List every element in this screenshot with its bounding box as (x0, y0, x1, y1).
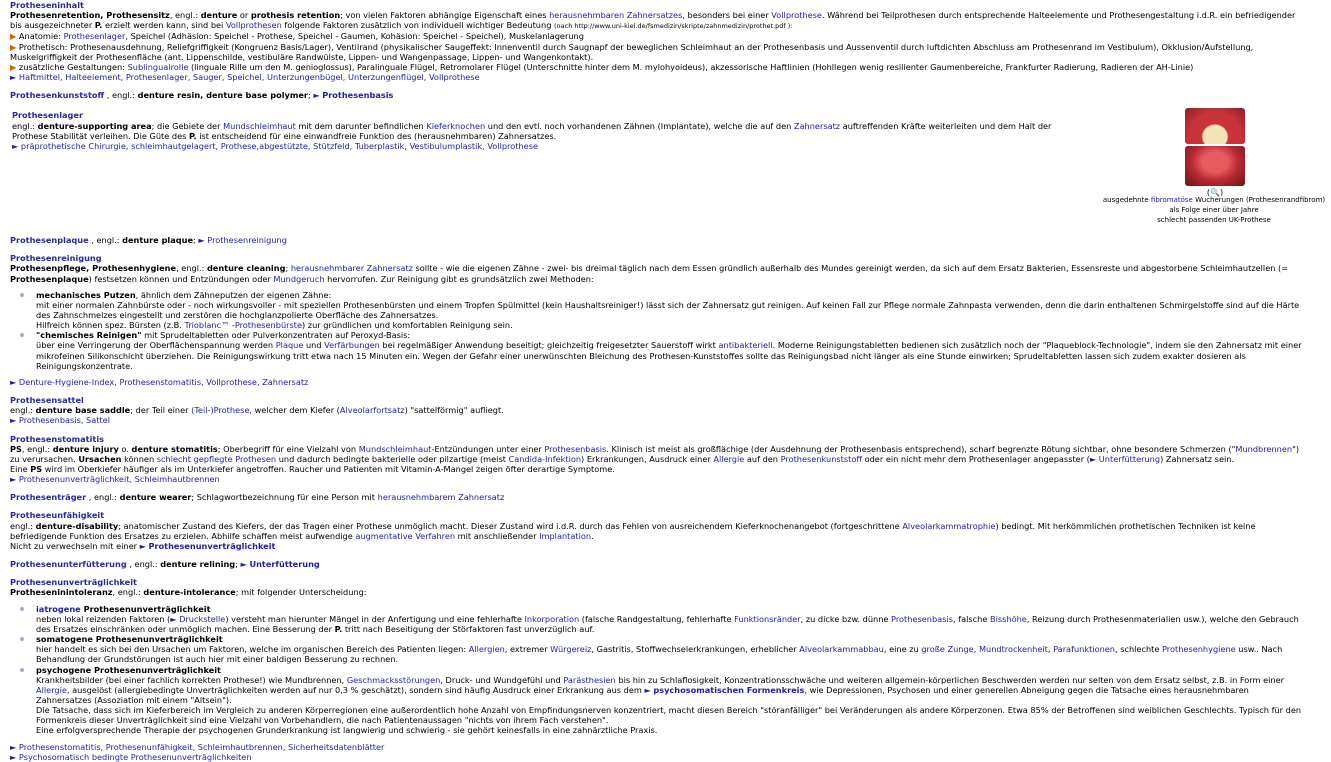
link-alveolarkammabbau[interactable]: Alveolarkammabbau (799, 644, 884, 655)
text: , besonders bei einer (682, 10, 772, 21)
text: engl.: (12, 120, 38, 131)
text: , engl.: (169, 10, 201, 21)
link-prothesenunvertraeglichkeit[interactable]: Prothesenunverträglichkeit (148, 540, 276, 551)
link-herausnehmbaren-zahnersatzes[interactable]: herausnehmbaren Zahnersatzes (549, 10, 683, 21)
text: ; Schlagwortbezeichnung für eine Person mit (191, 492, 378, 503)
text: , welcher dem Kiefer ( (249, 405, 340, 416)
text: ; anatomischer Zustand des Kiefers, der das Tragen einer Prothese unmöglich macht. Dieser Zustand wird i.d.R. durch das Fehlen von ausreichendem Kieferknochenangebot (fortgeschrittene (118, 520, 903, 531)
entry-title: Prothesensattel (10, 395, 84, 406)
see-also-icon: ► (240, 559, 247, 570)
link-augmentative-verfahren[interactable]: augmentative Verfahren (355, 530, 456, 541)
link-vollprothesen[interactable]: Vollprothesen (225, 20, 282, 31)
link-teilprothese[interactable]: (Teil-)Prothese (191, 405, 250, 416)
link-geschmacksstoerungen[interactable]: Geschmacksstörungen (346, 674, 441, 685)
see-also-links[interactable]: Haftmittel, Halteelement, Prothesenlager, Sauger, Speichel, Unterzungenbügel, Unterzungenflügel, Vollprothese (18, 72, 480, 83)
text: ) "sattelförmig" aufliegt. (404, 405, 504, 416)
term-en: denture plaque (122, 235, 194, 246)
list-item (36, 290, 1306, 331)
link-prothesenkunststoff[interactable]: Prothesenkunststoff (780, 453, 862, 464)
see-also-icon: ► (10, 741, 17, 752)
term-en: denture relining (160, 559, 236, 570)
oral-mucosa-photo[interactable] (1185, 146, 1245, 186)
entry-prothesenlager (10, 110, 1072, 151)
entry-prothesenreinigung (10, 253, 1306, 387)
abbr: P. (188, 130, 197, 141)
see-also-icon: ► (10, 72, 17, 83)
entry-title: Prothesenkunststoff (10, 90, 105, 101)
zoom-icon[interactable]: (🔍) (1206, 188, 1224, 197)
link-vollprothese[interactable]: Vollprothese (771, 10, 822, 21)
link-allergie[interactable]: Allergie (36, 684, 67, 695)
see-also-icon: ► (170, 613, 177, 624)
text: ) versteht man hierunter Mängel in der Anfertigung und eine fehlerhafte (225, 613, 525, 624)
text: und (303, 340, 325, 351)
text: ; (235, 559, 241, 570)
text: ; der Teil einer (130, 405, 192, 416)
text: wird im Oberkiefer häufiger als im Unterkiefer angetroffen. Raucher und Patienten mit Vitamin-A-Mangel zeigen öfter derartige Symptome. (42, 464, 615, 474)
text: engl.: (10, 520, 36, 531)
denture-photo[interactable] (1185, 108, 1245, 144)
text: , engl.: (112, 587, 144, 598)
link-herausnehmbarem-zahnersatz[interactable]: herausnehmbarem Zahnersatz (377, 492, 505, 503)
see-also-icon: ► (10, 376, 17, 387)
text: ) zur gründlichen und komfortablen Reinigung sein. (302, 320, 513, 331)
link-unterfuetterung[interactable]: Unterfütterung (1098, 453, 1161, 464)
text: Wucherungen (Prothesenrandfibrom) als Folge einer über Jahre (1169, 196, 1326, 214)
term-en: prothesis retention (250, 10, 341, 21)
entry-prothesenunterfuetterung (10, 559, 1306, 569)
text: Prothetisch: Prothesenausdehnung, Reliefgriffigkeit (Kongruenz Basis/Lager), Ventilrand (physikalischer Saugeffekt: Innenventil durch Saugnapf der beweglichen Schleimhaut an der Prothesenbasis und Aussenventil durch luftdichten Abschluss am Prothesenrand im Vestibulum), Okklusion/Aufstellung, Muskelgriffigkeit der Prothesenfläche (ant. Lippenschilde, vestibuläre Randwülste, Lippen- und Wangenpassage, Lippen- und Wangenkontakt). (10, 41, 1254, 62)
text: hier handelt es sich bei den Ursachen um Faktoren, welche im organischen Bereich des Patienten liegen: (36, 644, 469, 655)
link-prothesenlager[interactable]: Prothesenlager (63, 31, 126, 42)
link-prothesenreinigung[interactable]: Prothesenreinigung (207, 235, 287, 246)
link-paraesthesien[interactable]: Parästhesien (563, 674, 616, 685)
text: , engl.: (88, 235, 123, 246)
link-alveolarfortsatz[interactable]: Alveolarfortsatz (339, 405, 405, 416)
text: (linguale Rille um den M. genioglossus), Paralinguale Flügel, Retromolarer Flügel (Unterschnitte hinter dem M. mylohyoideus), akzessorische Haftlinien (Hohllegen wenig resilienter Gaumenbereiche, Frankfurter Radierung, Radieren der AH-Linie) (188, 61, 1194, 72)
type-title: somatogene Prothesenunverträglichkeit (36, 634, 223, 645)
text: hervorrufen. Zur Reinigung gibt es grundsätzlich zwei Methoden: (324, 273, 594, 284)
abbr: PS (10, 443, 22, 454)
link-parafunktionen[interactable]: Parafunktionen (1053, 644, 1115, 655)
term-en: denture base saddle (35, 405, 131, 416)
see-also (10, 742, 1306, 752)
text: , (1047, 644, 1054, 655)
abbr: P. (94, 20, 103, 31)
type-title: psychogene Prothesenunverträglichkeit (36, 664, 221, 675)
abbr: P. (334, 623, 343, 634)
see-also-links[interactable]: Prothesenstomatitis, Prothesenunfähigkeit, Schleimhautbrennen, Sicherheitsdatenblätter (18, 741, 385, 752)
entry-prothesenstomatitis (10, 434, 1306, 485)
text: schlecht passenden UK-Prothese (1157, 216, 1271, 224)
see-also (12, 141, 1072, 151)
text: usw.. Nach Behandlung der Grundstörungen ist auch hier mit einer baldigen Besserung zu rechnen. (36, 644, 1283, 665)
text: ist entscheidend für eine einwandfreie Funktion des (herausnehmbaren) Zahnersatzes. (196, 130, 557, 141)
see-also-links[interactable]: präprothetische Chirurgie, schleimhautgelagert, Prothese,abgestützte, Stützfeld, Tuberplastik, Vestibulumplastik, Vollprothese (20, 140, 538, 151)
list-item (36, 665, 1306, 736)
text: , ähnlich dem Zähneputzen der eigenen Zähne: (135, 289, 332, 300)
link-prothesenbasis[interactable]: Prothesenbasis (322, 90, 394, 101)
text: . Klinisch ist meist als großflächige (der Ausdehnung der Prothesenbasis entsprechend), scharf begrenzte Rötung sichtbar, ohne besondere Schmerzen (" (606, 443, 1236, 454)
text: , Druck- und Wundgefühl und (440, 674, 564, 685)
link-iatrogene[interactable]: iatrogene (36, 603, 81, 614)
link-allergien[interactable]: Allergien (468, 644, 505, 655)
text: auf den (744, 453, 781, 464)
link-bisshoehe[interactable]: Bisshöhe (989, 613, 1027, 624)
see-also-links[interactable]: Prothesenbasis, Sattel (18, 415, 110, 426)
text: ; Oberbegriff für eine Vielzahl von (217, 443, 359, 454)
text: Eine erfolgversprechende Therapie der psychogenen Grunderkrankung ist langwierig und schwierig - sie gehört keinesfalls in eine zahnärztliche Praxis. (36, 725, 658, 736)
list-item (36, 330, 1306, 371)
entry-title: Protheseninhalt (10, 0, 84, 10)
link-psychosomatischer-formenkreis[interactable]: psychosomatischen Formenkreis (653, 684, 805, 695)
entry-title: Prothesenträger (10, 492, 87, 503)
see-also-icon: ► (1089, 453, 1097, 464)
text: erzielt werden kann, sind bei (102, 20, 226, 31)
list-item (36, 634, 1306, 664)
entry-prothesenkunststoff (10, 90, 1306, 100)
text: Nicht zu verwechseln mit einer (10, 540, 140, 551)
entry-title: Prothesenstomatitis (10, 433, 104, 444)
text: ; (285, 263, 291, 274)
see-also-icon: ► (139, 540, 146, 551)
entry-text (10, 587, 1306, 597)
text: , engl.: (126, 559, 161, 570)
photo-caption (1100, 195, 1328, 225)
entry-prothesenunvertraeglichkeit (10, 577, 1306, 762)
text: , Speichel (Adhäsion: Speichel - Prothese, Speichel - Gaumen, Kohäsion: Speichel - Speichel), Muskelanlagerung (125, 31, 584, 42)
entry-text (12, 121, 1072, 141)
text: , Gastritis, Stoffwechselerkrankungen, erheblicher (591, 644, 800, 655)
text: mit einer normalen Zahnbürste oder - noch wirkungsvoller - mit speziellen Prothesenbürsten und einem Tropfen Spülmittel (kein Haushaltsreiniger!) lässt sich der Zahnersatz gut reinigen. Auf keinen Fall zur Pflege normale Zahnpasta verwenden, denn die darin enthaltenen Schmirgelstoffe sind auf die Härte des Zahnschmelzes eingestellt und zerstören die hochglanzpolierte Oberfläche des Zahnersatzes. (36, 299, 1300, 320)
link-verfaerbungen[interactable]: Verfärbungen (324, 340, 380, 351)
text: , wie Depressionen, Psychosen und einer generellen Abneigung gegen die Tatsache eines herausnehmbaren Zahnersatzes (Assoziation mit einem "Altsein"). (36, 684, 1249, 705)
text: ) Erkrankungen, Ausdruck einer (581, 453, 714, 464)
text: ) bedingt. Mit herkömmlichen prothetischen Techniken ist keine befriedigende Funktion des Ersatzes zu erzielen. Abhilfe schaffen meist aufwendige (10, 520, 1256, 541)
list-item (36, 604, 1306, 634)
text: können (121, 453, 157, 464)
term: Prothesenretention, Prothesensitz (10, 10, 170, 21)
text: , engl.: (86, 492, 120, 503)
text: , falsche (952, 613, 990, 624)
entry-protheseunfaehigkeit (10, 510, 1306, 551)
see-also-links[interactable]: Prothesenunverträglichkeit, Schleimhautbrennen (18, 474, 220, 485)
text: ; (307, 90, 314, 101)
link-allergie[interactable]: Allergie (713, 453, 745, 464)
entry-title: Prothesenunverträglichkeit (10, 577, 137, 588)
type-title: Prothesenunverträglichkeit (80, 603, 211, 614)
link-herausnehmbarer-zahnersatz[interactable]: herausnehmbarer Zahnersatz (290, 263, 413, 274)
entry-title: Prothesenlager (12, 110, 83, 121)
bullet-arrow-icon: ▶ (10, 41, 17, 52)
see-also-icon: ► (198, 235, 205, 246)
text: , (973, 644, 979, 655)
text: . Moderne Reinigungstabletten bedienen sich zusätzlich noch der "Plaqueblock-Technologie", indem sie den Zahnersatz mit einer mikrofeinen Silikonschicht überziehen. Die Reinigungswirkung tritt etwa nach 15 Minuten ein. Wegen der Gefahr einer unerwünschten Bleichung des Prothesen-Kunststoffes sollte das Reinigungsbad nicht länger als eine Stunde einwirken; Sprudeltabletten lassen sich zudem exakter dosieren als Reinigungskonzentrate. (36, 340, 1302, 371)
text: , engl.: (176, 263, 207, 274)
link-schlecht-gepflegte-prothesen[interactable]: schlecht gepflegte Prothesen (156, 453, 277, 464)
text: ; mit folgender Unterscheidung: (235, 587, 367, 598)
text: ; die Gebiete der (151, 120, 224, 131)
entry-title: Prothesenreinigung (10, 253, 102, 264)
term-en: denture cleaning (206, 263, 286, 274)
text: Die Tatsache, dass sich im Kieferbereich im Vergleich zu anderen Körperregionen eine außerordentlich hohe Anzahl von Empfindungsnerven konzentriert, macht diesen Bereich "störanfälliger" bei Veränderungen als andere Körperzonen. Etwa 85% der Betroffenen sind weiblichen Geschlechts. Typisch für den Formenkreis dieser Unverträglichkeit sind eine Vielzahl von Vorbehandlern, die nach Patientenaussagen "nichts von ihrem Fach verstehen". (36, 705, 1302, 726)
term-en: denture injury (52, 443, 119, 454)
term-en: denture (200, 10, 238, 21)
link-druckstelle[interactable]: Druckstelle (179, 613, 226, 624)
entry-title: Prothesenunterfütterung (10, 559, 127, 570)
text: . (591, 530, 594, 541)
text: engl.: (10, 405, 36, 416)
link-prothesenbasis[interactable]: Prothesenbasis (891, 613, 953, 624)
text: (falsche Randgestaltung, fehlerhafte (579, 613, 735, 624)
term: Prothesenplaque (10, 273, 89, 284)
text: auftreffenden Kräfte weiterleiten und dem Halt der Prothese Stabilität verleihen. Die Güte des (12, 120, 1052, 141)
text: und dadurch bedingte bakterielle oder pilzartige (meist (276, 453, 509, 464)
link-mundtrockenheit[interactable]: Mundtrockenheit (978, 644, 1048, 655)
see-also (10, 415, 1306, 425)
text: mit dem darunter befindlichen (295, 120, 427, 131)
see-also-icon: ► (10, 751, 17, 762)
see-also-icon: ► (12, 140, 19, 151)
text: , Reizung durch Prothesenmaterialien usw.), welche den Gebrauch des Ersatzes einschränken oder unmöglich machen. Eine Besserung der (36, 613, 1299, 634)
text: , zu dicke bzw. dünne (800, 613, 892, 624)
text: . Während bei Teilprothesen durch entsprechende Halteelemente und Prothesengestaltung i.d.R. ein befriedigender bis ausgezeichneter (10, 10, 1296, 31)
bullet-arrow-icon: ▶ (10, 31, 17, 42)
text: zusätzliche Gestaltungen: (18, 61, 128, 72)
link-mundschleimhaut[interactable]: Mundschleimhaut (358, 443, 432, 454)
term-en: denture wearer (119, 492, 192, 503)
text: ") zu verursachen. (10, 443, 1300, 464)
see-also-links[interactable]: Denture-Hygiene-Index, Prothesenstomatitis, Vollprothese, Zahnersatz (18, 376, 309, 387)
term-en: denture resin, denture base polymer (137, 90, 308, 101)
link-unterfuetterung[interactable]: Unterfütterung (249, 559, 320, 570)
text: Eine (10, 464, 31, 474)
text: sollte - wie die eigenen Zähne - zwei- bis dreimal täglich nach dem Essen gründlich außerhalb des Mundes gereinigt werden, da sich auf dem Ersatz Bakterien, Essensreste und abgestorbene Schleimhautzellen (= (412, 263, 1289, 274)
see-also-icon: ► (313, 90, 320, 101)
text: ausgedehnte (1102, 196, 1151, 204)
term-en: denture-disability (35, 520, 119, 531)
link-mundgeruch[interactable]: Mundgeruch (273, 273, 325, 284)
term: Ursachen (78, 453, 122, 464)
link-antibakteriell[interactable]: antibakteriell (718, 340, 773, 351)
entry-text (10, 263, 1306, 283)
see-also-icon: ► (10, 415, 17, 426)
link-plaque[interactable]: Plaque (275, 340, 304, 351)
text: , eine zu (883, 644, 922, 655)
link-wuergereiz[interactable]: Würgereiz (550, 644, 592, 655)
link-sublingualrolle[interactable]: Sublingualrolle (127, 61, 189, 72)
term: Protheseninintoleranz (10, 587, 113, 598)
entry-protheseninhalt (10, 0, 1306, 82)
text: ) Zahnersatz sein. (1160, 453, 1235, 464)
link-zahnersatz[interactable]: Zahnersatz (793, 120, 841, 131)
see-also-icon: ► (10, 474, 17, 485)
text: , engl.: (21, 443, 53, 454)
text: ) festsetzen können und Entzündungen oder (88, 273, 274, 284)
entry-text (10, 444, 1306, 474)
list-item (10, 62, 1306, 72)
term-en: denture-intolerance (143, 587, 236, 598)
text: über eine Verringerung der Oberflächenspannung werden (36, 340, 276, 351)
entry-text (10, 405, 1306, 415)
text: oder ein nicht mehr dem Prothesenlager angepasster ( (862, 453, 1090, 464)
link-candida-infektion[interactable]: Candida-Infektion (508, 453, 582, 464)
see-also (10, 72, 1306, 82)
entry-title: Prothesenplaque (10, 235, 89, 246)
method-list (10, 290, 1306, 371)
link-prothesenbasis[interactable]: Prothesenbasis (544, 443, 607, 454)
link-fibromatoese[interactable]: fibromatöse (1150, 196, 1193, 204)
text: or (237, 10, 251, 21)
text: und den evtl. noch vorhandenen Zähnen (Implantate), welche die auf den (485, 120, 794, 131)
see-also (10, 474, 1306, 484)
method-title: "chemisches Reinigen" (36, 330, 142, 341)
link-mundschleimhaut[interactable]: Mundschleimhaut (223, 120, 296, 131)
entry-prothesenplaque (10, 235, 1306, 245)
text: ; von vielen Faktoren abhängige Eigenschaft eines (340, 10, 550, 21)
link-implantation[interactable]: Implantation (539, 530, 592, 541)
term: Prothesenpflege, Prothesenhygiene (10, 263, 177, 274)
link-mundbrennen[interactable]: Mundbrennen (1235, 443, 1293, 454)
link-kieferknochen[interactable]: Kieferknochen (426, 120, 486, 131)
text: Krankheitsbilder (bei einer fachlich korrekten Prothese!) wie Mundbrennen, (36, 674, 347, 685)
entry-prothesentraeger (10, 492, 1306, 502)
text: o. (118, 443, 132, 454)
see-also-links[interactable]: Psychosomatisch bedingte Prothesenunverträglichkeiten (18, 751, 252, 762)
text: tritt nach Beseitigung der Störfaktoren fast unverzüglich auf. (342, 623, 595, 634)
link-funktionsraender[interactable]: Funktionsränder (734, 613, 801, 624)
text: , extremer (504, 644, 551, 655)
link-alveolarkammatrophie[interactable]: Alveolarkammatrophie (902, 520, 996, 531)
see-also-icon: ► (644, 684, 651, 695)
text: , schlechte (1115, 644, 1163, 655)
text: mit Sprudeltabletten oder Pulverkonzentraten auf Peroxyd-Basis: (141, 330, 411, 341)
term-en: denture stomatitis (131, 443, 218, 454)
entry-text (10, 10, 1306, 31)
text: neben lokal reizenden Faktoren ( (36, 613, 171, 624)
term-en: denture-supporting area (37, 120, 152, 131)
text: mit anschließender (455, 530, 540, 541)
link-trioblanc[interactable]: Trioblanc™ -Prothesenbürste (184, 320, 303, 331)
link-prothesenhygiene[interactable]: Prothesenhygiene (1162, 644, 1236, 655)
text: bis hin zu Schlaflosigkeit, Konzentrationsschwäche und weiteren allgemein-körperlichen Beschwerden werden nur selten von dem Ersatz selbst, z.B. in Form einer (615, 674, 1285, 685)
list-item (10, 42, 1306, 62)
method-title: mechanisches Putzen (36, 289, 136, 300)
source-note: (nach http://www.uni-kiel.de/fsmedizin/skripte/zahnmedizin/prothet.pdf ): (554, 22, 793, 31)
clinical-photo-box (1185, 108, 1245, 198)
text: ; (193, 235, 199, 246)
bullet-arrow-icon: ▶ (10, 61, 17, 72)
entry-text (10, 521, 1306, 551)
link-grosse-zunge[interactable]: große Zunge (921, 644, 974, 655)
type-list (10, 604, 1306, 736)
text: Anatomie: (18, 31, 64, 42)
glossary-page (10, 0, 1306, 762)
entry-title: Protheseunfähigkeit (10, 510, 105, 521)
link-inkorporation[interactable]: Inkorporation (524, 613, 580, 624)
text: -Entzündungen unter einer (431, 443, 545, 454)
list-item (10, 31, 1306, 41)
text: Hilfreich können spez. Bürsten (z.B. (36, 320, 185, 331)
text: bei regelmäßiger Anwendung beseitigt; gleichzeitig freigesetzter Sauerstoff wirkt (379, 340, 719, 351)
abbr: PS (30, 464, 43, 474)
entry-prothesensattel (10, 395, 1306, 425)
text: , ausgelöst (allergiebedingte Unverträglichkeiten werden auf nur 0,3 % geschätzt), sondern sind häufig Ausdruck einer Erkrankung aus dem (66, 684, 645, 695)
text: , engl.: (104, 90, 138, 101)
text: folgende Faktoren zusätzlich von individuell wichtiger Bedeutung (281, 20, 554, 31)
see-also (10, 377, 1306, 387)
